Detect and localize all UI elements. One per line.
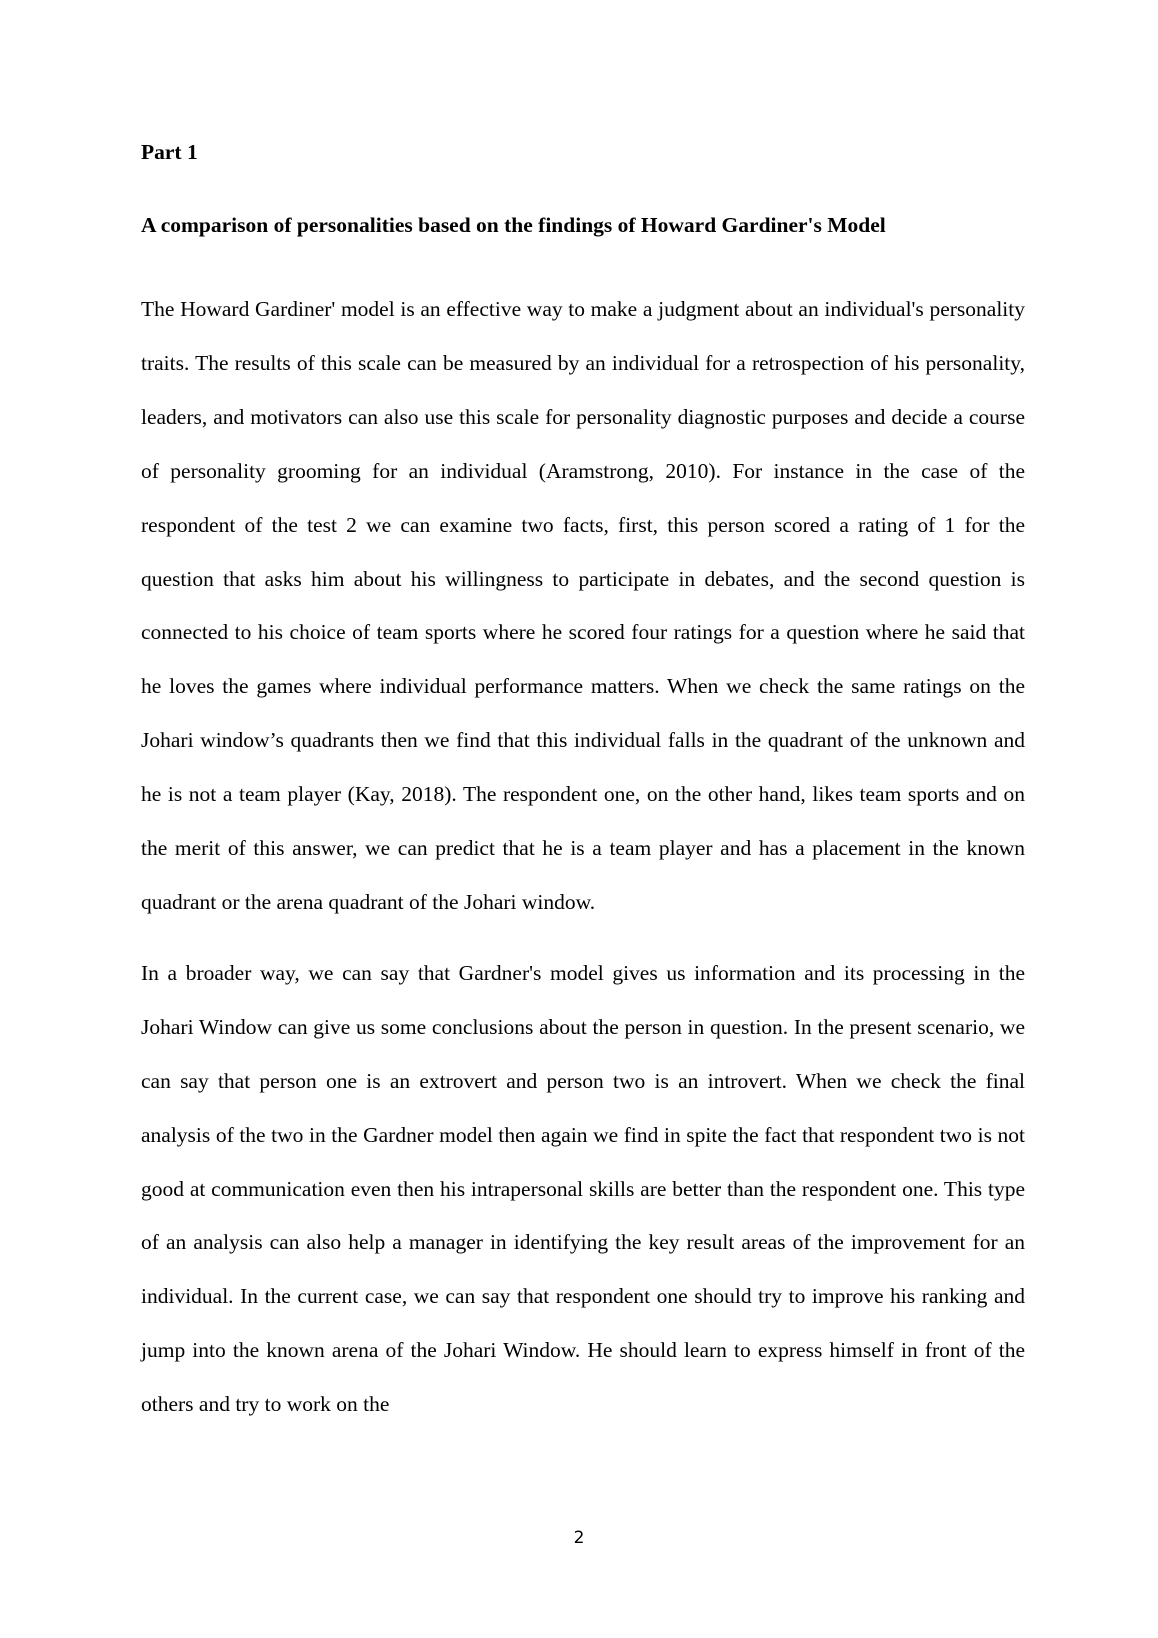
body-paragraph-2: In a broader way, we can say that Gardner's model gives us information and its processing in the Johari Window can give us some conclusions about the person in question. In the present scenario, we can say that person one is an extrovert and person two is an introvert. When we check the final analysis of the two in the Gardner model then again we find in spite the fact that respondent two is not good at communication even then his intrapersonal skills are better than the respondent one. This type of an analysis can also help a manager in identifying the key result areas of the improvement for an individual. In the current case, we can say that respondent one should try to improve his ranking and jump into the known arena of the Johari Window. He should learn to express himself in front of the others and try to work on the: [141, 960, 1025, 1417]
part-heading: Part 1: [141, 140, 198, 164]
page-content: [141, 137, 1025, 1432]
section-heading: A comparison of personalities based on the findings of Howard Gardiner's Model: [141, 213, 886, 237]
body-paragraph-1: The Howard Gardiner' model is an effective way to make a judgment about an individual's personality traits. The results of this scale can be measured by an individual for a retrospection of his personality, leaders, and motivators can also use this scale for personality diagnostic purposes and decide a course of personality grooming for an individual (Aramstrong, 2010). For instance in the case of the respondent of the test 2 we can examine two facts, first, this person scored a rating of 1 for the question that asks him about his willingness to participate in debates, and the second question is connected to his choice of team sports where he scored four ratings for a question where he said that he loves the games where individual performance matters. When we check the same ratings on the Johari window’s quadrants then we find that this individual falls in the quadrant of the unknown and he is not a team player (Kay, 2018). The respondent one, on the other hand, likes team sports and on the merit of this answer, we can predict that he is a team player and has a placement in the known quadrant or the arena quadrant of the Johari window.: [141, 297, 1025, 914]
page-number: 2: [573, 1528, 585, 1548]
